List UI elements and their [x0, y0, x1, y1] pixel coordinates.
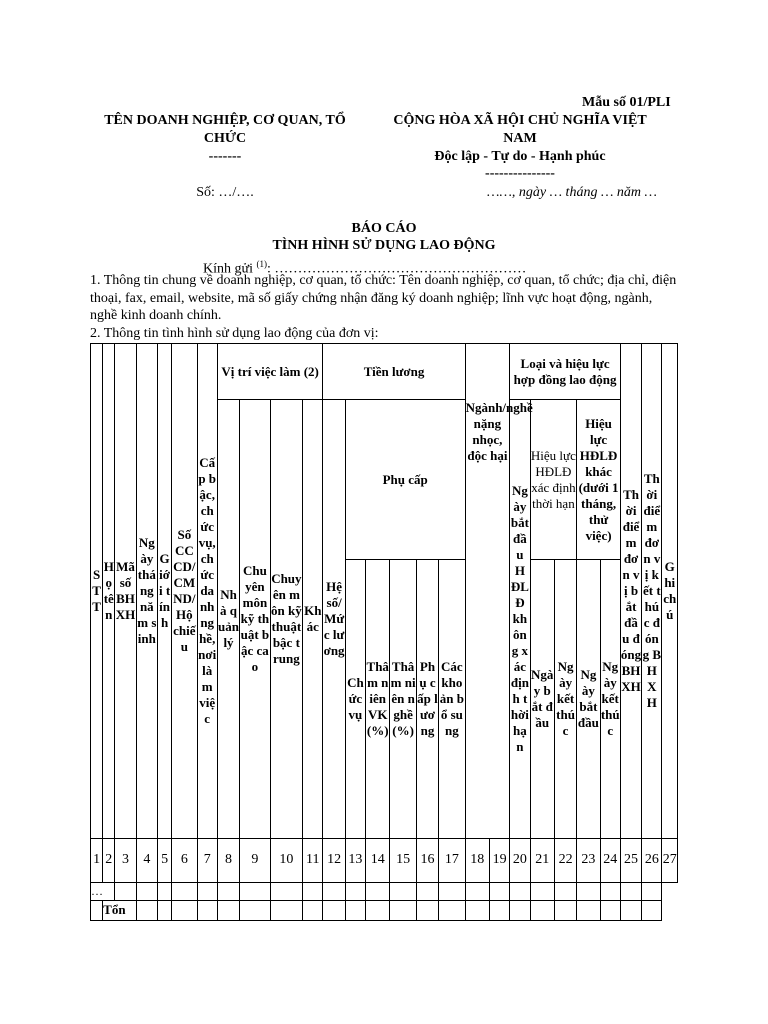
- col-number: 25: [620, 838, 641, 882]
- col-mid-specialist: Chuyên môn kỹ thuật bậc trung: [270, 400, 302, 839]
- col-contract-indefinite: Ngày bắt đầu HĐLĐ không xác định thời hạn: [510, 400, 530, 839]
- col-number: 6: [172, 838, 197, 882]
- col-additional: Các khoản bổ sung: [439, 560, 465, 838]
- col-number: 27: [662, 838, 678, 882]
- total-row: [91, 900, 678, 920]
- col-birth-date: Ngày tháng năm sinh: [136, 344, 157, 839]
- header-row-1: [91, 344, 678, 400]
- col-other-start: Ngày bắt đầu: [577, 560, 600, 838]
- col-number: 10: [270, 838, 302, 882]
- section-2-text: 2. Thông tin tình hình sử dụng lao động của đơn vị:: [90, 326, 379, 341]
- report-subtitle: TÌNH HÌNH SỬ DỤNG LAO ĐỘNG: [272, 238, 496, 253]
- group-contract-other: Hiệu lực HĐLĐ khác (dưới 1 tháng, thử việc): [577, 400, 621, 560]
- number-row: [91, 838, 678, 882]
- col-seniority-job: Thâm niên nghề (%): [390, 560, 416, 838]
- col-number: 2: [103, 838, 115, 882]
- col-number: 22: [554, 838, 576, 882]
- col-number: 12: [323, 838, 345, 882]
- col-position-allowance: Chức vụ: [345, 560, 365, 838]
- col-number: 19: [489, 838, 509, 882]
- col-number: 3: [115, 838, 136, 882]
- group-salary: Tiền lương: [323, 344, 465, 400]
- form-code: Mẫu số 01/PLI: [582, 95, 671, 110]
- col-stt: STT: [91, 344, 103, 839]
- col-definite-end: Ngày kết thúc: [554, 560, 576, 838]
- col-number: 9: [240, 838, 270, 882]
- col-number: 8: [217, 838, 239, 882]
- col-note: Ghi chú: [662, 344, 678, 839]
- group-position: Vị trí việc làm (2): [217, 344, 323, 400]
- org-name: TÊN DOANH NGHIỆP, CƠ QUAN, TỔ CHỨC: [104, 113, 346, 146]
- nation-motto: Độc lập - Tự do - Hạnh phúc: [434, 149, 606, 164]
- col-senior-specialist: Chuyên môn kỹ thuật bậc cao: [240, 400, 270, 839]
- col-seniority-vk: Thâm niên VK (%): [366, 560, 390, 838]
- section-1-text: 1. Thông tin chung về doanh nghiệp, cơ quan, tổ chức: Tên doanh nghiệp, cơ quan, tổ chức; địa chỉ, điện thoại, fax, email, website, mã số giấy chứng nhận đăng ký doanh nghiệp; lĩnh vực hoạt động, ngành, nghề kinh doanh chính.: [90, 273, 677, 323]
- col-manager: Nhà quản lý: [217, 400, 239, 839]
- col-other-end: Ngày kết thúc: [600, 560, 620, 838]
- document-number: Số: …/….: [196, 185, 254, 200]
- col-number: 1: [91, 838, 103, 882]
- col-number: 13: [345, 838, 365, 882]
- col-number: 15: [390, 838, 416, 882]
- nation-title: CỘNG HÒA XÃ HỘI CHỦ NGHĨA VIỆT NAM: [393, 113, 647, 146]
- col-name: Họ tên: [103, 344, 115, 839]
- col-number: 7: [197, 838, 217, 882]
- col-number: 11: [303, 838, 323, 882]
- date-line: ……, ngày … tháng … năm …: [487, 185, 657, 200]
- hazard-label: Ngành/nghề nặng nhọc, độc hại: [465, 400, 533, 463]
- group-allowance: Phụ cấp: [345, 400, 465, 560]
- col-coefficient: Hệ số/ Mức lương: [323, 400, 345, 839]
- col-salary-allowance: Phụ cấp lương: [416, 560, 438, 838]
- col-insurance-end: Thời điểm đơn vị kết thúc đóng BHXH: [642, 344, 662, 839]
- col-number: 26: [642, 838, 662, 882]
- labor-report-table: [90, 343, 678, 921]
- recipient-dots: : ………………………………………………: [266, 261, 527, 277]
- col-number: 20: [510, 838, 530, 882]
- col-gender: Giới tính: [157, 344, 171, 839]
- total-label: Tổn: [103, 900, 136, 920]
- col-number: 17: [439, 838, 465, 882]
- col-number: 24: [600, 838, 620, 882]
- recipient-label: Kính gửi: [203, 261, 253, 277]
- org-divider: -------: [208, 149, 242, 164]
- col-number: 5: [157, 838, 171, 882]
- table-row: [91, 882, 678, 900]
- ellipsis-cell: …: [91, 882, 115, 900]
- col-number: 4: [136, 838, 157, 882]
- col-definite-start: Ngày bắt đầu: [530, 560, 554, 838]
- recipient-note: (1): [256, 259, 267, 269]
- col-number: 16: [416, 838, 438, 882]
- col-insurance-code: Mã số BHXH: [115, 344, 136, 839]
- group-contract: Loại và hiệu lực hợp đồng lao động: [510, 344, 621, 400]
- col-number: 14: [366, 838, 390, 882]
- col-insurance-start: Thời điểm đơn vị bắt đầu đóng BHXH: [620, 344, 641, 839]
- col-other: Khác: [303, 400, 323, 839]
- col-rank: Cấp bậc, chức vụ, chức danh nghề, nơi làm việc: [197, 344, 217, 839]
- nation-divider: ---------------: [485, 166, 555, 181]
- report-title: BÁO CÁO: [351, 221, 417, 236]
- col-number: 21: [530, 838, 554, 882]
- col-number: 23: [577, 838, 600, 882]
- group-contract-definite: Hiệu lực HĐLĐ xác định thời hạn: [530, 400, 577, 560]
- col-number: 18: [465, 838, 489, 882]
- col-id-number: Số CCCD/ CMND/ Hộ chiếu: [172, 344, 197, 839]
